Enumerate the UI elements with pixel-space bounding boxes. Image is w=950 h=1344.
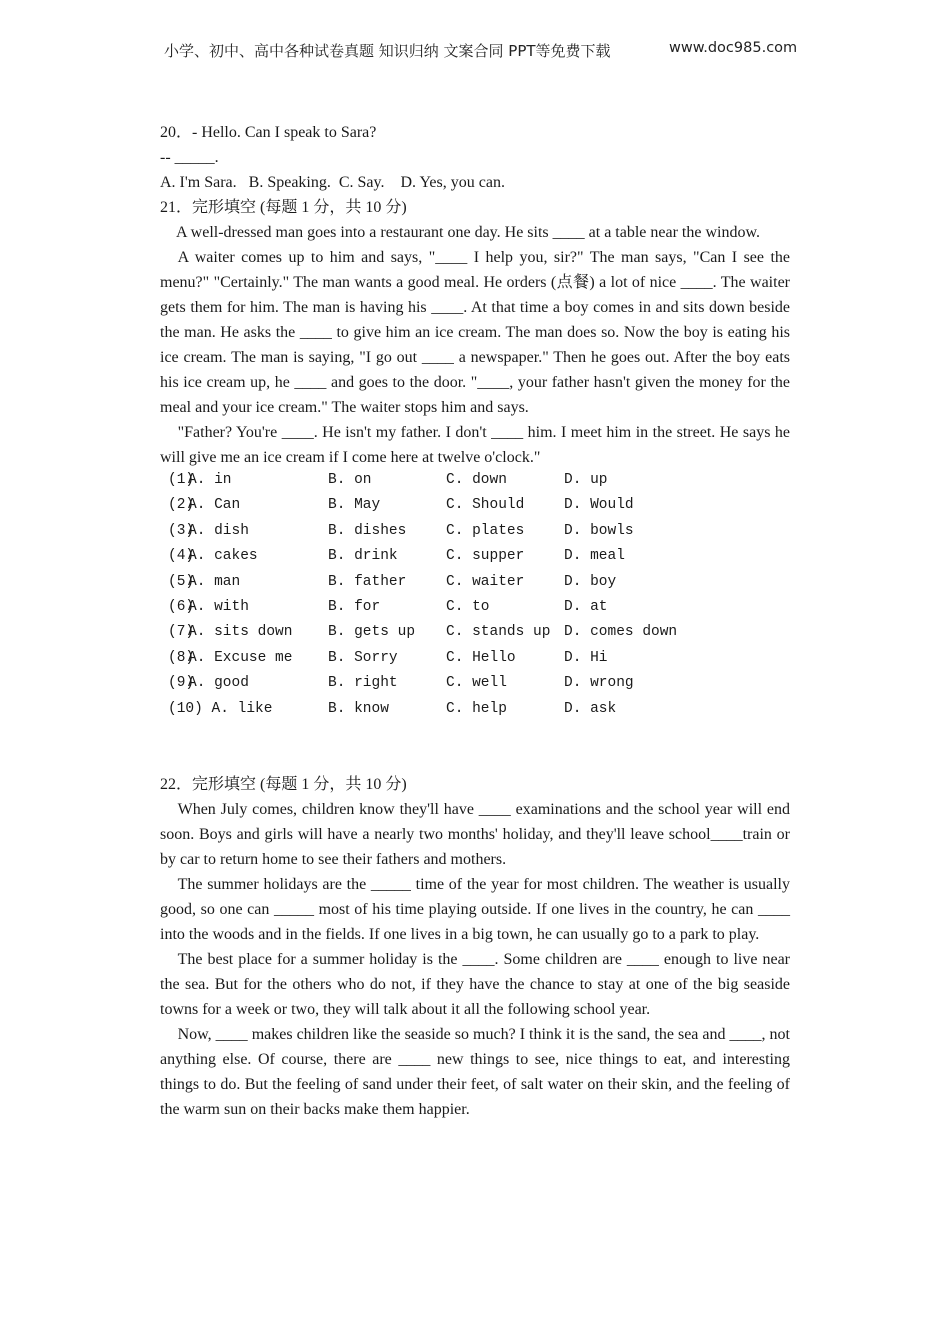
option-a: A. man xyxy=(188,573,241,590)
option-a: A. good xyxy=(188,675,249,692)
option-b: B. know xyxy=(328,700,389,717)
option-c: C. stands up xyxy=(446,624,551,641)
option-c: C. plates xyxy=(446,522,525,539)
option-number: (1) xyxy=(168,472,195,488)
option-d: D. meal xyxy=(564,548,625,565)
option-b: B. father xyxy=(328,573,407,590)
option-row xyxy=(168,620,790,645)
option-row xyxy=(168,595,790,620)
q21-paragraph-1: A well-dressed man goes into a restaurant one day. He sits ____ at a table near the window. xyxy=(176,224,760,241)
option-d: D. at xyxy=(564,598,608,615)
option-number: (6) xyxy=(168,598,195,615)
option-row xyxy=(168,544,790,569)
option-row xyxy=(168,697,790,722)
q22-paragraph-3: The best place for a summer holiday is the ____. Some children are ____ enough to live near the sea. But for the others who do not, if they have the chance to stay at one of the big seaside towns for a week or two, they will talk about it all the following school year. xyxy=(160,950,790,1018)
header-banner-text: 小学、初中、高中各种试卷真题 知识归纳 文案合同 PPT等免费下载 xyxy=(164,42,611,60)
option-d: D. bowls xyxy=(564,522,634,539)
option-c: C. Should xyxy=(446,497,525,514)
option-c: C. down xyxy=(446,472,507,488)
option-c: C. to xyxy=(446,598,490,615)
question-22 xyxy=(160,772,790,1122)
question-20 xyxy=(160,120,790,195)
option-d: D. ask xyxy=(564,700,617,717)
option-b: B. May xyxy=(328,497,381,514)
option-b: B. drink xyxy=(328,548,398,565)
option-a: A. Excuse me xyxy=(188,649,293,666)
q21-title: 21．完形填空 (每题 1 分，共 10 分) xyxy=(160,199,407,216)
option-b: B. dishes xyxy=(328,522,407,539)
q22-title: 22．完形填空 (每题 1 分，共 10 分) xyxy=(160,775,407,793)
q21-options-table xyxy=(168,468,790,722)
option-c: C. waiter xyxy=(446,573,525,590)
option-number: (8) xyxy=(168,649,195,666)
option-b: B. on xyxy=(328,472,372,488)
option-c: C. help xyxy=(446,700,507,717)
q21-paragraph-2: A waiter comes up to him and says, "____ I help you, sir?" The man says, "Can I see the menu?" "Certainly." The man wants a good meal. He orders (点餐) a lot of nice ____. The waiter gets them for him. The man is having his ____. At that time a boy comes in and sits down beside the man. He asks the ____ to give him an ice cream. The man does so. Now the boy is eating his ice cream. The man is saying, "I go out ____ a newspaper." Then he goes out. After the boy eats his ice cream up, he ____ and goes to the door. "____, your father hasn't given the money for the meal and your ice cream." The waiter stops him and says. xyxy=(160,249,790,416)
q21-paragraph-3: "Father? You're ____. He isn't my father. I don't ____ him. I meet him in the street. He says he will give me an ice cream if I come here at twelve o'clock." xyxy=(160,424,790,466)
q22-paragraph-4: Now, ____ makes children like the seaside so much? I think it is the sand, the sea and ____, not anything else. Of course, there are ____ new things to see, nice things to eat, and interesting things to do. But the feeling of sand under their feet, of salt water on their skin, and the feeling of the warm sun on their backs make them happier. xyxy=(160,1025,790,1118)
option-b: B. gets up xyxy=(328,624,416,641)
option-d: D. Would xyxy=(564,497,634,514)
option-number: (7) xyxy=(168,624,195,641)
option-number: (4) xyxy=(168,548,195,565)
header-url[interactable]: www.doc985.com xyxy=(669,40,798,56)
option-row xyxy=(168,646,790,671)
q20-question: 20．- Hello. Can I speak to Sara? xyxy=(160,124,377,141)
option-d: D. Hi xyxy=(564,649,608,666)
option-c: C. Hello xyxy=(446,649,516,666)
option-number: (2) xyxy=(168,497,195,514)
option-row xyxy=(168,519,790,544)
option-c: C. well xyxy=(446,675,507,692)
option-row xyxy=(168,493,790,518)
option-b: B. right xyxy=(328,675,398,692)
option-d: D. wrong xyxy=(564,675,634,692)
option-b: B. Sorry xyxy=(328,649,398,666)
option-d: D. comes down xyxy=(564,624,678,641)
option-d: D. up xyxy=(564,472,608,488)
option-row xyxy=(168,671,790,696)
option-c: C. supper xyxy=(446,548,525,565)
option-row xyxy=(168,570,790,595)
option-number: (9) xyxy=(168,675,195,692)
option-number: (3) xyxy=(168,522,195,539)
option-a: A. Can xyxy=(188,497,241,514)
q22-paragraph-1: When July comes, children know they'll have ____ examinations and the school year will end soon. Boys and girls will have a nearly two months' holiday, and they'll leave school____train or by car to return home to see their fathers and mothers. xyxy=(160,800,790,868)
option-a: A. dish xyxy=(188,522,249,539)
option-b: B. for xyxy=(328,598,381,615)
q22-paragraph-2: The summer holidays are the _____ time of the year for most children. The weather is usually good, so one can _____ most of his time playing outside. If one lives in the country, he can ____ into the woods and in the fields. If one lives in a big town, he can usually go to a park to play. xyxy=(160,875,790,943)
q20-answer-blank: -- _____. xyxy=(160,149,219,166)
option-row xyxy=(168,468,790,493)
document-body xyxy=(160,120,790,1122)
option-d: D. boy xyxy=(564,573,617,590)
option-number: (5) xyxy=(168,573,195,590)
option-a: A. sits down xyxy=(188,624,293,641)
option-a: A. with xyxy=(188,598,249,615)
question-21 xyxy=(160,195,790,722)
option-a: A. cakes xyxy=(188,548,258,565)
option-a: (10) A. like xyxy=(168,700,273,717)
section-gap xyxy=(160,722,790,772)
option-a: A. in xyxy=(188,472,232,488)
q20-options: A. I'm Sara. B. Speaking. C. Say. D. Yes, you can. xyxy=(160,174,505,191)
